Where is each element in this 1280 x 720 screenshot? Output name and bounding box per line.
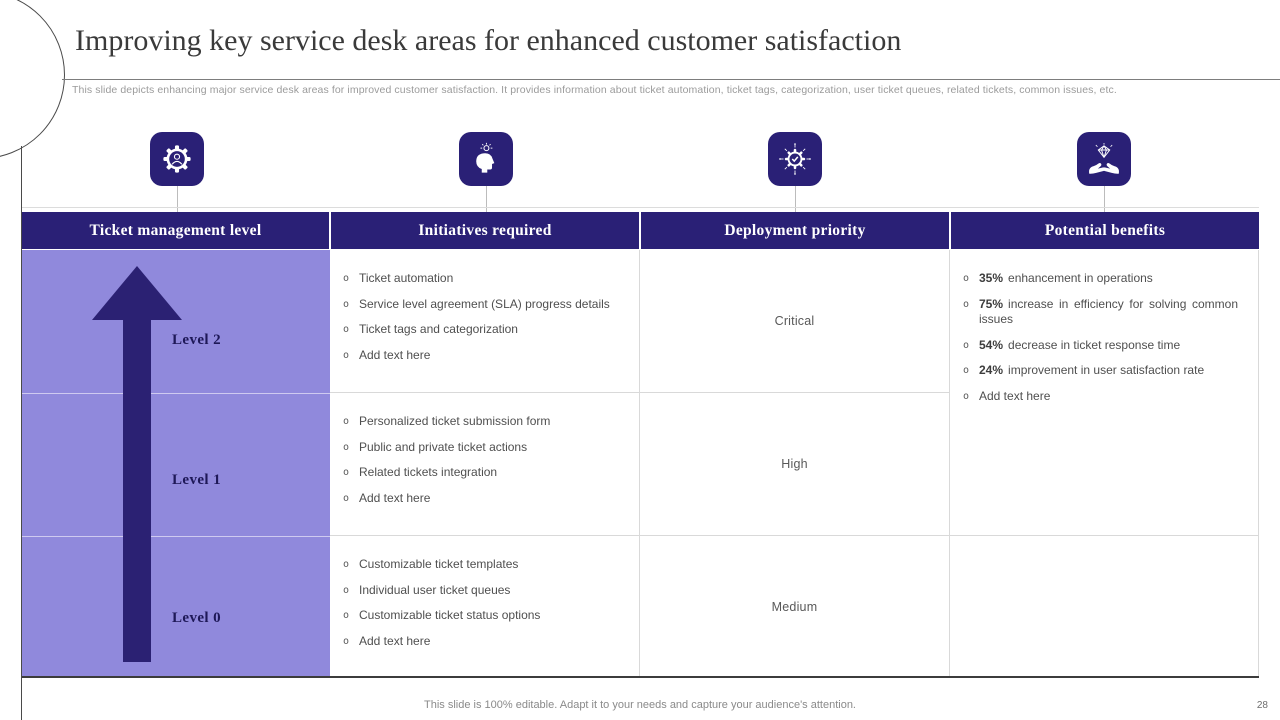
ticket-level-column	[22, 250, 330, 677]
page-number: 28	[1256, 700, 1268, 711]
benefit-percent: 54%	[979, 337, 1004, 352]
bullet-marker: o	[343, 492, 350, 504]
slide-subtitle: This slide depicts enhancing major service desk areas for improved customer satisfaction. It provides information about ticket automation, ticket tags, categorization, user ticket queues, related tickets, common issues, etc.	[72, 84, 1117, 96]
initiatives-cell-row2	[330, 393, 640, 536]
priority-cell-critical: Critical	[640, 250, 950, 393]
level-0-label: Level 0	[172, 610, 222, 626]
table-bottom-border	[22, 676, 1259, 678]
list-item: o Customizable ticket status options	[343, 608, 541, 623]
initiatives-cell-row1	[330, 250, 640, 393]
level-2-label: Level 2	[172, 332, 222, 348]
page-title: Improving key service desk areas for enhanced customer satisfaction	[75, 24, 902, 57]
bullet-marker: o	[343, 467, 350, 479]
bullet-marker: o	[343, 298, 350, 310]
list-item: o Add text here	[343, 347, 431, 362]
bullet-marker: o	[963, 390, 970, 402]
list-item: o Personalized ticket submission form	[343, 414, 551, 428]
initiatives-list	[330, 536, 639, 649]
benefit-percent: 24%	[979, 363, 1004, 378]
table-top-border	[22, 207, 1259, 208]
bullet-marker: o	[343, 416, 350, 427]
row-separator	[22, 536, 330, 537]
icon-connector-line	[1104, 186, 1105, 212]
benefits-list	[950, 250, 1258, 405]
list-item: o Ticket automation	[343, 271, 454, 285]
list-item: o Add text here	[343, 490, 431, 505]
list-item: o Add text here	[963, 388, 1051, 403]
icon-tile-initiatives	[459, 132, 513, 186]
bullet-marker: o	[343, 441, 350, 453]
circle-decoration	[0, 0, 65, 159]
icon-tile-ticket-management	[150, 132, 204, 186]
list-item: o Related tickets integration	[343, 465, 498, 480]
title-divider	[62, 79, 1280, 80]
initiatives-cell-row3	[330, 536, 640, 677]
up-arrow-shaft	[123, 318, 151, 662]
priority-cell-high: High	[640, 393, 950, 536]
icon-connector-line	[486, 186, 487, 212]
list-item: o Ticket tags and categorization	[343, 322, 518, 337]
list-item: o Add text here	[343, 633, 431, 648]
bullet-marker: o	[963, 365, 970, 377]
initiatives-list	[330, 250, 639, 363]
benefits-cell-empty	[950, 536, 1259, 677]
list-item: o 24% improvement in user satisfaction rate	[963, 363, 1205, 378]
benefit-percent: 35%	[979, 271, 1004, 285]
list-item: o 35% enhancement in operations	[963, 271, 1153, 285]
icon-connector-line	[177, 186, 178, 212]
bullet-marker: o	[343, 584, 350, 596]
list-item: o Service level agreement (SLA) progress details	[343, 296, 610, 311]
benefits-cell	[950, 250, 1259, 536]
bullet-marker: o	[343, 610, 350, 622]
head-idea-icon	[469, 142, 503, 176]
list-item: o Public and private ticket actions	[343, 439, 528, 454]
level-1-label: Level 1	[172, 472, 222, 488]
up-arrow-head	[92, 266, 182, 320]
column-header-initiatives-required: Initiatives required	[331, 212, 639, 249]
list-item: o 75% increase in efficiency for solving common issues	[963, 296, 1238, 327]
row-separator	[22, 393, 330, 394]
list-item: o Customizable ticket templates	[343, 557, 519, 571]
icon-tile-benefits	[1077, 132, 1131, 186]
deployment-gear-icon	[778, 142, 812, 176]
bullet-marker: o	[963, 339, 970, 351]
benefit-percent: 75%	[979, 296, 1004, 311]
bullet-marker: o	[963, 298, 970, 310]
bullet-marker: o	[343, 559, 350, 570]
priority-cell-medium: Medium	[640, 536, 950, 677]
bullet-marker: o	[343, 349, 350, 361]
footer-note: This slide is 100% editable. Adapt it to your needs and capture your audience's attention.	[424, 699, 856, 711]
icon-connector-line	[795, 186, 796, 212]
bullet-marker: o	[343, 635, 350, 647]
bullet-marker: o	[343, 273, 350, 284]
bullet-marker: o	[343, 324, 350, 336]
hands-diamond-icon	[1086, 142, 1122, 176]
column-header-potential-benefits: Potential benefits	[951, 212, 1259, 249]
icon-tile-deployment	[768, 132, 822, 186]
initiatives-list	[330, 393, 639, 506]
column-header-deployment-priority: Deployment priority	[641, 212, 949, 249]
gear-user-icon	[160, 142, 194, 176]
list-item: o Individual user ticket queues	[343, 582, 511, 597]
list-item: o 54% decrease in ticket response time	[963, 337, 1181, 352]
bullet-marker: o	[963, 273, 970, 284]
column-header-ticket-management-level: Ticket management level	[22, 212, 329, 249]
